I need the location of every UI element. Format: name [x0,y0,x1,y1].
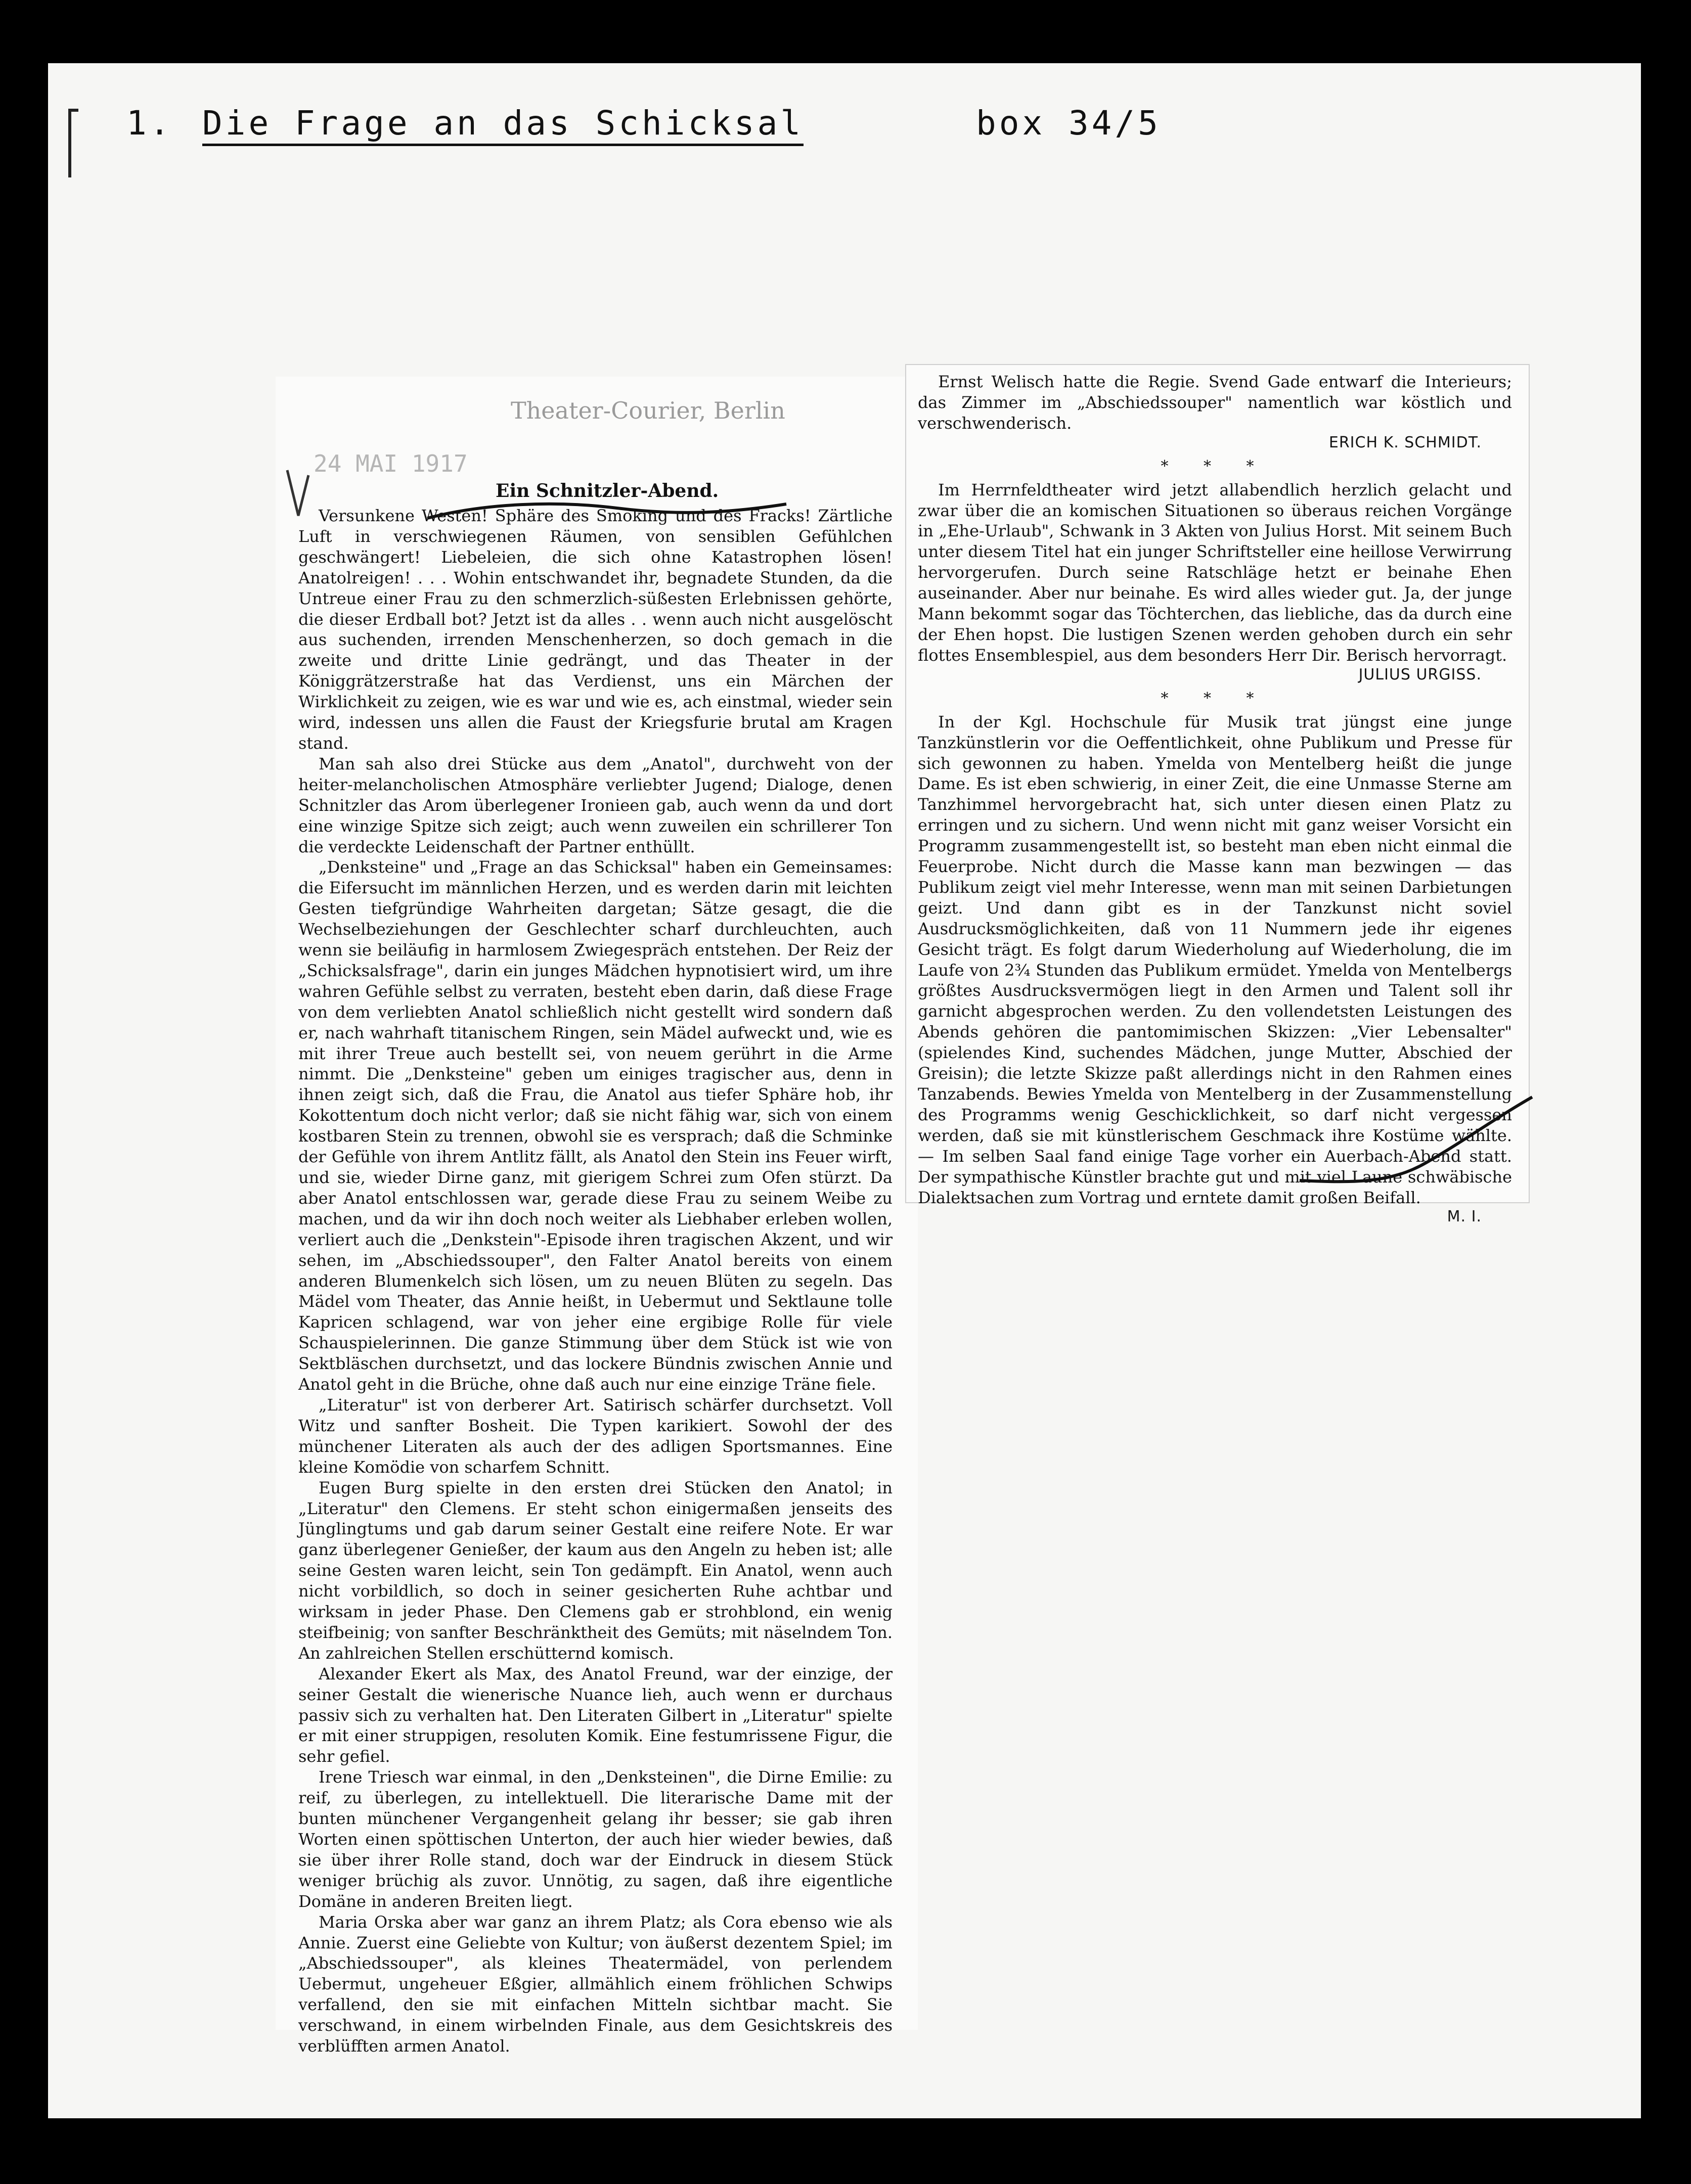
article-paragraph: „Denksteine" und „Frage an das Schicksal" haben ein Gemeinsames: die Eifersucht im männlichen Herzen, und es werden darin mit leichten Gesten tiefgründige Wahrheiten dargetan; Sätze gesagt, die die Wechselbeziehungen der Geschlechter scharf durchleuchten, auch wenn sie beiläufig in harmlosem Zwiegespräch entstehen. Der Reiz der „Schicksalsfrage", darin ein junges Mädchen hypnotisiert wird, um ihre wahren Gefühle selbst zu verraten, besteht eben darin, daß diese Frage von dem verliebten Anatol schließlich nicht gestellt wird sondern daß er, nach wahrhaft titanischem Ringen, sein Mädel aufweckt und, wie es mit ihrer Treue auch bestellt sei, von neuem gerührt in die Arme nimmt. Die „Denksteine" geben um einiges tragischer aus, denn in ihnen zeigt sich, daß die Frau, die Anatol aus tiefer Sphäre hob, ihr Kokottentum doch nicht verlor; daß sie nicht fähig war, sich von einem kostbaren Stein zu trennen, obwohl sie es versprach; daß die Schminke der Gefühle von ihrem Antlitz fällt, als Anatol den Stein ins Feuer wirft, und sie, wieder Dirne ganz, mit gierigem Schrei zum Ofen stürzt. Da aber Anatol entschlossen war, gerade diese Frau zu seinem Weibe zu machen, und da wir ihn doch noch weiter als Liebhaber erleben wollen, verliert auch die „Denkstein"-Episode ihren tragischen Akzent, und wir sehen, im „Abschiedssouper", den Falter Anatol bereits von einem anderen Blumenkelch sich lösen, um zu neuen Blüten zu segeln. Das Mädel vom Theater, das Annie heißt, in Uebermut und Sektlaune tolle Kapricen schlagend, war von jeher eine ergibige Rolle für viele Schauspielerinnen. Die ganze Stimmung über dem Stück ist wie von Sektbläschen durchsetzt, und das lockere Bündnis zwischen Annie und Anatol geht in die Brüche, ohne daß auch nur eine einzige Träne fiele. [298,857,893,1394]
source-stamp: Theater-Courier, Berlin [511,397,785,424]
article-body-left [298,506,893,2057]
section-separator: * * * [1161,689,1269,707]
article-paragraph: Irene Triesch war einmal, in den „Denksteinen", die Dirne Emilie: zu reif, zu überlegen, zu intellektuell. Die literarische Dame mit der bunten münchener Vergangenheit gelang ihr besser; sie gab ihren Worten einen spöttischen Unterton, der auch hier wieder bewies, daß sie über ihrer Rolle stand, doch war der Eindruck in diesem Stück weniger brüchig als zuvor. Unnötig, zu sagen, daß ihre eigentliche Domäne in anderen Breiten liegt. [298,1767,893,1911]
review-paragraph: In der Kgl. Hochschule für Musik trat jüngst eine junge Tanzkünstlerin vor die Oeffentlichkeit, ohne Publikum und Presse für sich gewonnen zu haben. Ymelda von Mentelberg heißt die junge Dame. Es ist eben schwierig, in einer Zeit, die eine Unmasse Sterne am Tanzhimmel hervorgebracht hat, sich unter diesen einen Platz zu erringen und zu sichern. Und wenn nicht mit ganz weiser Vorsicht ein Programm zusammengestellt ist, so besteht man eben nicht einmal die Feuerprobe. Nicht durch die Masse kann man bezwingen — das Publikum zeigt viel mehr Interesse, wenn man mit seinen Darbietungen geizt. Und dann gibt es in der Tanzkunst nicht soviel Ausdrucksmöglichkeiten, daß von 11 Nummern jede ihr eigenes Gesicht trägt. Es folgt darum Wiederholung auf Wiederholung, die im Laufe von 2¾ Stunden das Publikum ermüdet. Ymelda von Mentelbergs größtes Ausdrucksvermögen liegt in den Armen und Talent soll ihr garnicht abgesprochen werden. Zu den vollendetsten Leistungen des Abends gehören die pantomimischen Skizzen: „Vier Lebensalter" (spielendes Kind, suchendes Mädchen, junge Mutter, Abschied der Greisin); die letzte Skizze paßt allerdings nicht in den Rahmen eines Tanzabends. Bewies Ymelda von Mentelberg in der Zusammenstellung des Programms wenig Geschicklichkeit, so darf nicht vergessen werden, daß sie mit künstlerischem Geschmack ihre Kostüme wählte. — Im selben Saal fand einige Tage vorher ein Auerbach-Abend statt. Der sympathische Künstler brachte gut und mit viel Laune schwäbische Dialektsachen zum Vortrag und erntete damit großen Beifall. [918,712,1512,1207]
article-paragraph: Maria Orska aber war ganz an ihrem Platz; als Cora ebenso wie als Annie. Zuerst eine Geliebte von Kultur; von äußerst dezentem Spiel; im „Abschiedssouper", als kleines Theatermädel, von perlendem Uebermut, ungeheuer Eßgier, allmählich einem fröhlichen Schwips verfallend, den sie mit einfachen Mitteln sichtbar macht. Sie verschwand, in einem wirbelnden Finale, aus dem Gesichtskreis des verblüfften armen Anatol. [298,1912,893,2056]
box-label: box 34/5 [976,104,1161,143]
author-signature: M. I. [1447,1208,1482,1226]
author-signature: ERICH K. SCHMIDT. [1328,433,1482,451]
article-paragraph: Man sah also drei Stücke aus dem „Anatol", durchweht von der heiter-melancholischen Atmosphäre verliebter Jugend; Dialoge, denen Schnitzler das Arom überlegener Ironieen gab, auch wenn da und dort eine winzige Spitze sich zeigt; auch wenn zuweilen ein schrillerer Ton die verdeckte Leidenschaft der Partner enthüllt. [298,754,893,856]
corner-bracket [68,109,78,177]
review-paragraph: Ernst Welisch hatte die Regie. Svend Gade entwarf die Interieurs; das Zimmer im „Abschiedssouper" namentlich war köstlich und verschwenderisch. [918,372,1512,433]
article-title: Ein Schnitzler-Abend. [496,480,719,502]
review-paragraph: Im Herrnfeldtheater wird jetzt allabendlich herzlich gelacht und zwar über die an komischen Situationen so überaus reichen Vorgänge in „Ehe-Urlaub", Schwank in 3 Akten von Julius Horst. Mit seinem Buch unter diesem Titel hat ein junger Schriftsteller eine heillose Verwirrung hervorgerufen. Durch seine Ratschläge hetzt er beinahe Ehen auseinander. Aber nur beinahe. Es wird alles wieder gut. Ja, der junge Mann bekommt sogar das Töchterchen, das liebliche, das da durch eine der Ehen hopst. Die lustigen Szenen werden gehoben durch ein sehr flottes Ensemblespiel, aus dem besonders Herr Dir. Berisch hervorragt. [918,480,1512,665]
section-separator: * * * [1161,457,1269,475]
article-paragraph: „Literatur" ist von derberer Art. Satirisch schärfer durchsetzt. Voll Witz und sanfter Bosheit. Die Typen karikiert. Sowohl der des münchener Literaten als auch der des adligen Sportsmannes. Eine kleine Komödie von scharfem Schnitt. [298,1395,893,1477]
article-paragraph: Eugen Burg spielte in den ersten drei Stücken den Anatol; in „Literatur" den Clemens. Er steht schon einigermaßen jenseits des Jünglingtums und gab darum seiner Gestalt eine reifere Note. Er war ganz überlegener Genießer, der kaum aus den Angeln zu heben ist; alle seine Gesten waren leicht, sein Ton gedämpft. Ein Anatol, wenn auch nicht vorbildlich, so doch in seiner gesicherten Ruhe achtbar und wirksam in jeder Phase. Den Clemens gab er strohblond, ein wenig steifbeinig; von sanfter Beschränktheit des Gemüts; mit näselndem Ton. An zahlreichen Stellen erschütternd komisch. [298,1478,893,1663]
article-body-right [918,372,1512,1227]
folder-title: Die Frage an das Schicksal [202,104,804,146]
folder-number: 1. [126,104,173,143]
article-paragraph: Alexander Ekert als Max, des Anatol Freund, war der einzige, der seiner Gestalt die wienerische Nuance lieh, auch wenn er durchaus passiv sich zu verhalten hat. Den Literaten Gilbert in „Literatur" spielte er mit einer struppigen, resoluten Komik. Eine festumrissene Figur, die sehr gefiel. [298,1664,893,1766]
date-stamp: 24 MAI 1917 [314,450,468,477]
author-signature: JULIUS URGISS. [1358,665,1482,684]
article-paragraph: Versunkene Westen! Sphäre des Smoking und des Fracks! Zärtliche Luft in verschwiegenen Räumen, von sensiblen Gefühlchen geschwängert! Liebeleien, die sich ohne Katastrophen lösen! Anatolreigen! . . . Wohin entschwandet ihr, begnadete Stunden, da die Untreue einer Frau zu den schmerzlich-süßesten Erlebnissen gehörte, die dieser Erdball bot? Jetzt ist da alles . . wenn auch nicht ausgelöscht aus suchenden, irrenden Menschenherzen, so doch gemach in die zweite und dritte Linie gedrängt, und das Theater in der Königgrätzerstraße hat das Verdienst, uns ein Märchen der Wirklichkeit zu zeigen, wie es war und wie es, ach einstmal, wieder sein wird, indessen uns allen die Faust der Kriegsfurie brutal am Kragen stand. [298,506,893,753]
